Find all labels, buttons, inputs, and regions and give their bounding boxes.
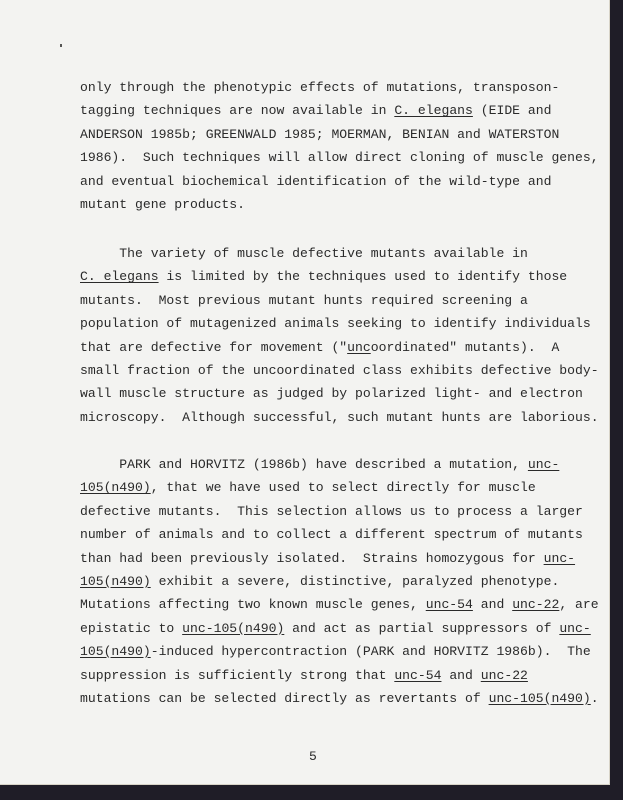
text-segment: (EIDE and (472, 103, 552, 119)
text-segment: only through the phenotypic effects of mutations, transposon- (80, 80, 560, 95)
text-line (80, 480, 536, 496)
underlined-term: unc-54 (425, 597, 473, 613)
underlined-term: unc-54 (394, 667, 442, 683)
text-line (80, 174, 551, 190)
text-line (80, 504, 583, 520)
text-segment: microscopy. Although successful, such mutant hunts are laborious. (80, 409, 599, 425)
underlined-term: C. elegans (80, 269, 159, 285)
text-segment: and (472, 597, 513, 613)
text-line (80, 269, 567, 285)
text-segment: epistatic to (80, 620, 183, 636)
text-segment: 1986). Such techniques will allow direct cloning of muscle genes, (80, 150, 599, 166)
text-line (80, 127, 559, 143)
underlined-term: unc- (527, 457, 560, 472)
text-segment: that are defective for movement (" (80, 339, 348, 355)
text-segment: mutants. Most previous mutant hunts required screening a (80, 292, 528, 308)
text-segment: -induced hypercontraction (PARK and HORVITZ 1986b). The (150, 644, 591, 660)
text-line (80, 150, 599, 166)
text-segment: tagging techniques are now available in (80, 103, 395, 119)
text-line (80, 527, 583, 543)
text-segment: suppression is sufficiently strong that (80, 667, 395, 683)
text-segment: defective mutants. This selection allows us to process a larger (80, 503, 583, 519)
text-segment: mutations can be selected directly as revertants of (80, 691, 489, 706)
text-segment: and eventual biochemical identification of the wild-type and (80, 173, 552, 189)
underlined-term: unc- (543, 550, 576, 566)
text-segment: small fraction of the uncoordinated class exhibits defective body- (80, 363, 599, 378)
text-segment: is limited by the techniques used to identify those (158, 269, 568, 285)
text-line (80, 363, 599, 379)
text-line (80, 691, 599, 707)
text-segment: , that we have used to select directly for muscle (150, 480, 536, 496)
text-segment: exhibit a severe, distinctive, paralyzed phenotype. (150, 574, 560, 589)
text-segment: and (441, 667, 481, 683)
text-line (80, 197, 245, 213)
text-line (80, 668, 528, 684)
underlined-term: unc (347, 339, 371, 355)
underlined-term: unc-105(n490) (182, 620, 285, 636)
text-line (80, 574, 559, 590)
text-segment: than had been previously isolated. Strains homozygous for (80, 550, 544, 566)
text-segment: number of animals and to collect a different spectrum of mutants (80, 527, 583, 543)
text-segment: oordinated" mutants). A (370, 339, 560, 355)
text-line (80, 340, 559, 356)
text-segment: PARK and HORVITZ (1986b) have described a mutation, (80, 457, 528, 472)
scan-speck (60, 44, 62, 47)
text-line (80, 293, 528, 309)
underlined-term: 105(n490) (80, 480, 151, 496)
text-line (80, 597, 599, 613)
text-line (80, 644, 591, 660)
text-segment: population of mutagenized animals seeking to identify individuals (80, 316, 591, 332)
underlined-term: 105(n490) (80, 644, 151, 660)
underlined-term: unc-22 (480, 667, 528, 683)
text-line (80, 103, 551, 119)
text-segment: . (590, 691, 599, 706)
text-segment: ANDERSON 1985b; GREENWALD 1985; MOERMAN, BENIAN and WATERSTON (80, 126, 560, 142)
text-line (80, 316, 591, 332)
text-segment: mutant gene products. (80, 197, 246, 212)
text-segment: The variety of muscle defective mutants available in (80, 246, 528, 261)
text-segment: Mutations affecting two known muscle genes, (80, 597, 426, 613)
underlined-term: 105(n490) (80, 574, 151, 589)
text-segment: , are (559, 597, 599, 613)
text-line (80, 386, 583, 402)
text-line (80, 246, 528, 262)
page-number: 5 (309, 749, 317, 764)
underlined-term: unc-22 (512, 597, 560, 613)
text-segment: wall muscle structure as judged by polarized light- and electron (80, 386, 583, 402)
text-line (80, 621, 591, 637)
text-line (80, 410, 599, 426)
text-line (80, 80, 559, 96)
text-segment: and act as partial suppressors of (284, 620, 560, 636)
underlined-term: unc- (559, 620, 591, 636)
text-line (80, 551, 575, 567)
underlined-term: unc-105(n490) (488, 691, 591, 706)
text-line (80, 457, 559, 473)
underlined-term: C. elegans (394, 103, 473, 119)
